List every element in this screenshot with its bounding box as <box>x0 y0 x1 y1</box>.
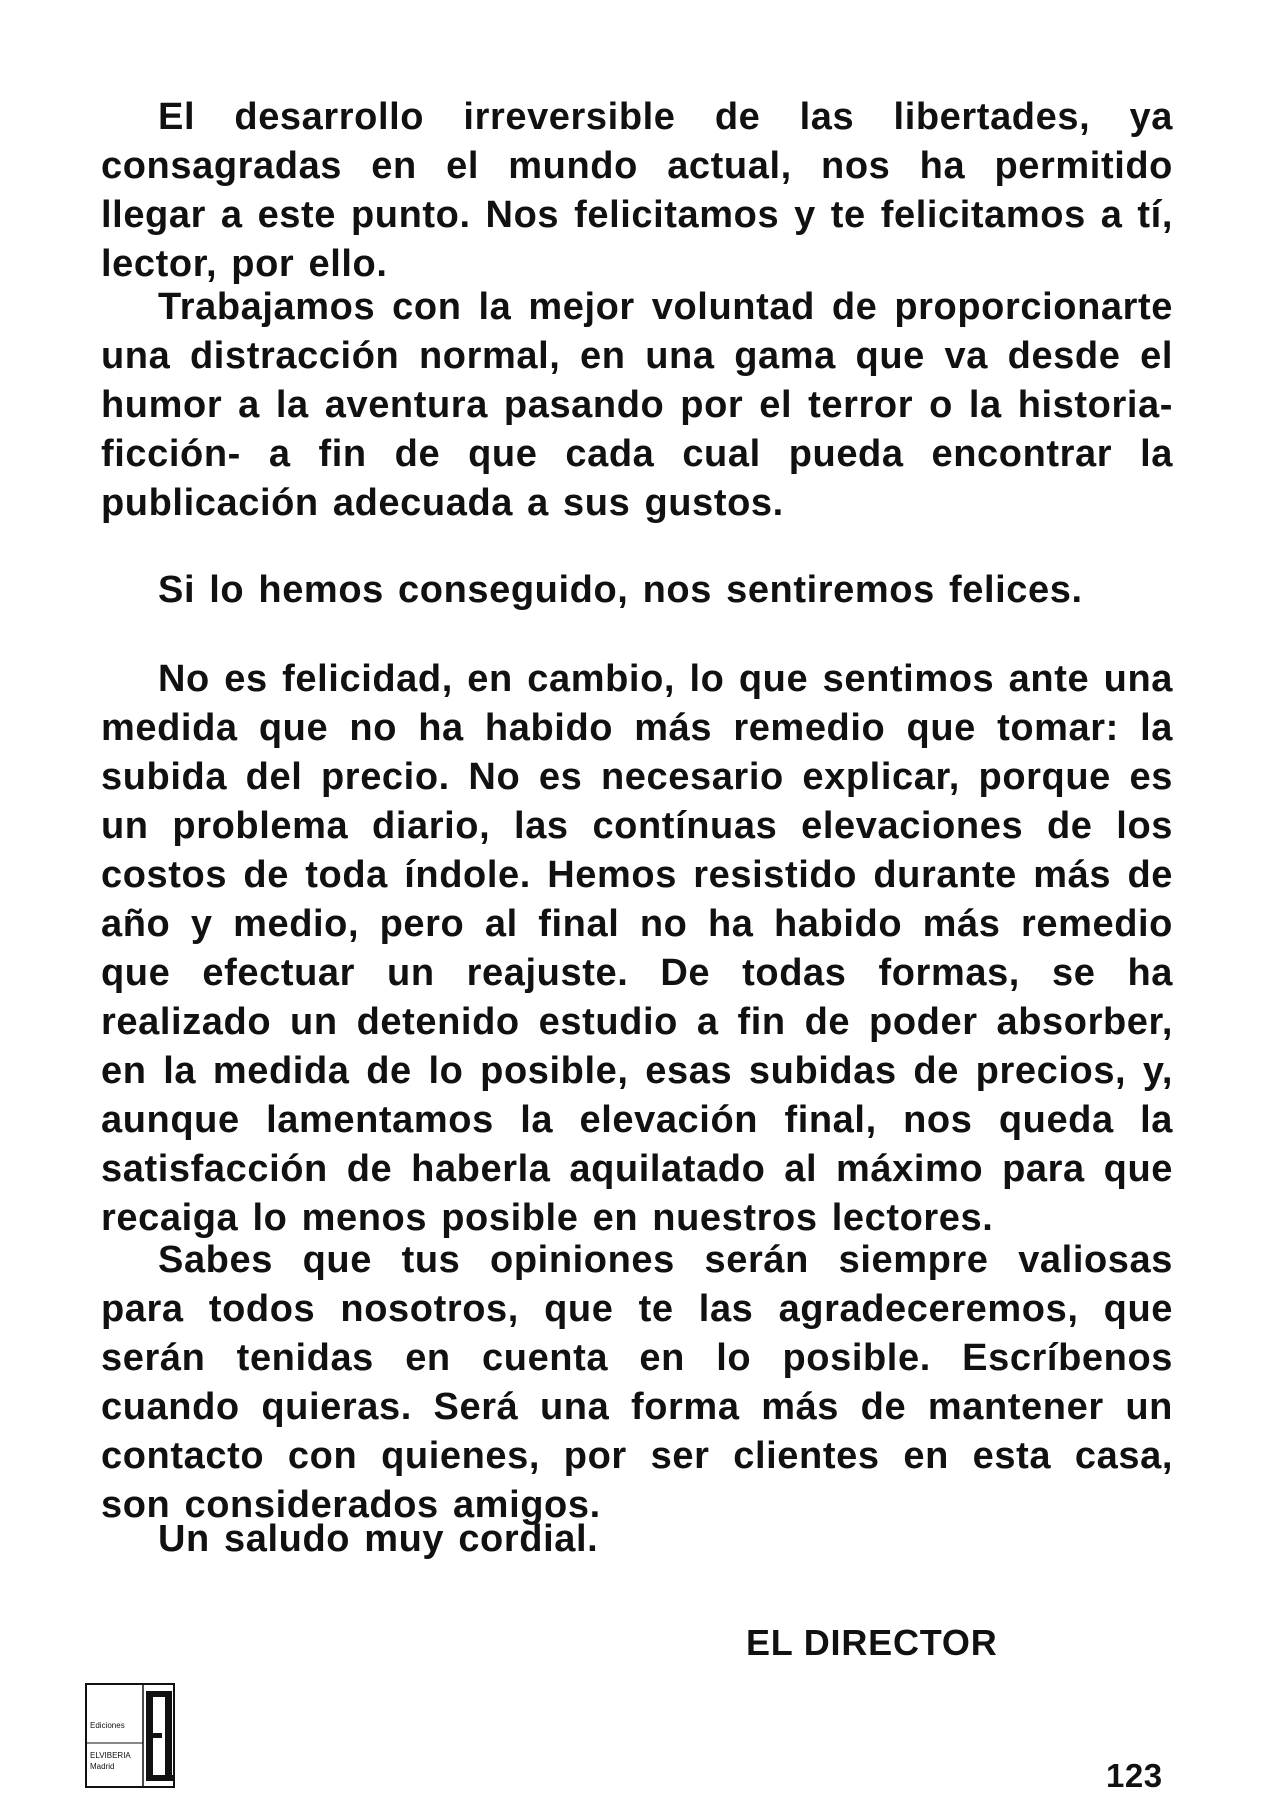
paragraph-closing: Un saludo muy cordial. <box>158 1518 599 1560</box>
publisher-logo-line3: Madrid <box>90 1762 115 1771</box>
paragraph-opinions: Sabes que tus opiniones serán siempre valiosas para todos nosotros, que te las agradeceremos, que serán tenidas en cuenta en lo posible. Escríbenos cuando quieras. Será una forma más de mantener un contacto con quienes, por ser clientes en esta casa, son considerados amigos. <box>101 1239 1173 1526</box>
publisher-logo-line1: Ediciones <box>90 1721 125 1730</box>
publisher-logo-line2: ELVIBERIA <box>90 1751 131 1760</box>
paragraph-purpose: Trabajamos con la mejor voluntad de proporcionarte una distracción normal, en una gama que va desde el humor a la aventura pasando por el terror o la historia-ficción- a fin de que cada cual pueda encontrar la publicación adecuada a sus gustos. <box>101 286 1173 524</box>
page-number: 123 <box>1106 1757 1163 1794</box>
paragraph-price-increase: No es felicidad, en cambio, lo que sentimos ante una medida que no ha habido más remedio que tomar: la subida del precio. No es necesario explicar, porque es un problema diario, las contínuas elevaciones de los costos de toda índole. Hemos resistido durante más de año y medio, pero al final no ha habido más remedio que efectuar un reajuste. De todas formas, se ha realizado un detenido estudio a fin de poder absorber, en la medida de lo posible, esas subidas de precios, y, aunque lamentamos la elevación final, nos queda la satisfacción de haberla aquilatado al máximo para que recaiga lo menos posible en nuestros lectores. <box>101 658 1173 1239</box>
paragraph-success: Si lo hemos conseguido, nos sentiremos felices. <box>158 569 1083 611</box>
paragraph-intro: El desarrollo irreversible de las libertades, ya consagradas en el mundo actual, nos ha permitido llegar a este punto. Nos felicitamos y te felicitamos a tí, lector, por ello. <box>101 96 1173 285</box>
publisher-logo-icon <box>85 1683 175 1788</box>
signature: EL DIRECTOR <box>746 1622 998 1663</box>
